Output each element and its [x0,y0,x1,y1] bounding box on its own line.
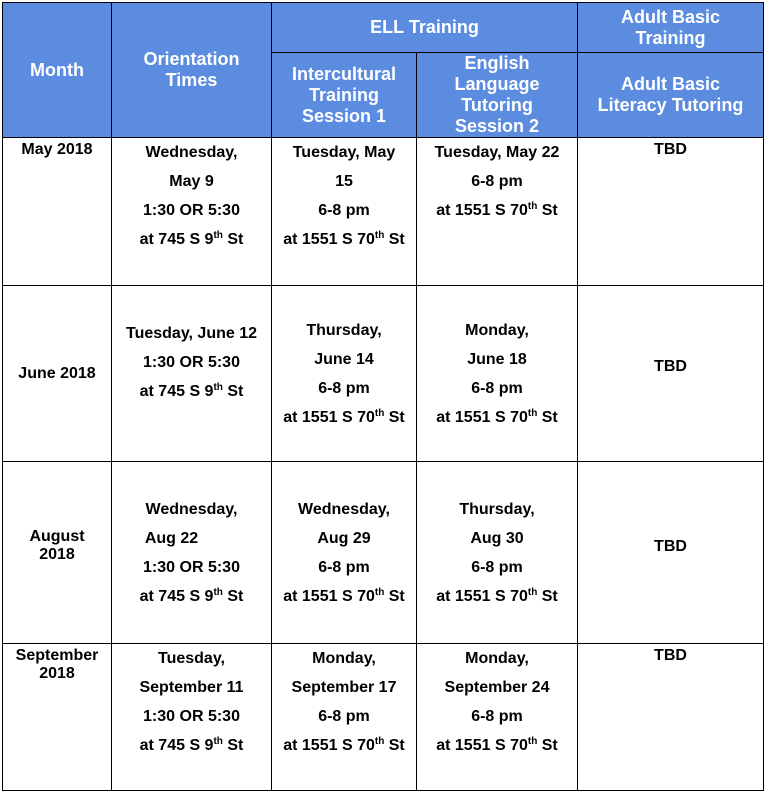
header-month: Month [3,3,112,138]
intercultural-location: at 1551 S 70th St [283,736,405,754]
english-cell [417,286,578,462]
orientation-cell [112,138,272,286]
english-cell [417,462,578,644]
training-schedule-table [2,2,764,791]
intercultural-cell [272,138,417,286]
english-time: 6-8 pm [471,708,523,725]
adult-basic-cell: TBD [578,286,764,462]
intercultural-cell [272,462,417,644]
header-ell-training: ELL Training [272,3,578,53]
intercultural-date: September 17 [291,679,397,696]
english-time: 6-8 pm [471,379,523,397]
english-date: Aug 30 [470,529,524,547]
english-day: Monday, [465,650,529,667]
month-label: September 2018 [15,647,99,682]
header-row-top [3,3,764,53]
table-row-august [3,462,764,644]
orientation-date: May 9 [169,173,214,190]
intercultural-time: 6-8 pm [318,558,370,576]
orientation-cell [112,462,272,644]
english-date: June 18 [467,350,527,368]
intercultural-date: 15 [335,173,353,190]
english-time: 6-8 pm [471,558,523,576]
english-time: 6-8 pm [471,173,523,190]
table-row-may [3,138,764,286]
orientation-day: Wednesday, [145,500,238,518]
orientation-time: 1:30 OR 5:30 [143,558,240,576]
orientation-time: 1:30 OR 5:30 [143,202,240,219]
english-location: at 1551 S 70th St [436,407,558,426]
table-row-september [3,644,764,791]
header-adult-basic-literacy: Adult Basic Literacy Tutoring [578,53,764,138]
orientation-time: 1:30 OR 5:30 [143,708,240,725]
adult-basic-cell: TBD [578,644,764,791]
adult-basic-cell: TBD [578,462,764,644]
orientation-location: at 745 S 9th St [139,586,244,605]
month-cell: May 2018 [3,138,112,286]
orientation-cell [112,644,272,791]
english-day: Thursday, [459,500,535,518]
orientation-day: Wednesday, [145,144,238,161]
english-location: at 1551 S 70th St [436,586,558,605]
intercultural-location: at 1551 S 70th St [283,230,405,248]
intercultural-cell [272,286,417,462]
intercultural-time: 6-8 pm [318,202,370,219]
month-cell [3,462,112,644]
english-location: at 1551 S 70th St [436,736,558,754]
adult-basic-cell: TBD [578,138,764,286]
table-row-june [3,286,764,462]
intercultural-location: at 1551 S 70th St [283,407,405,426]
orientation-date: September 11 [139,679,244,696]
intercultural-day: Monday, [312,650,376,667]
intercultural-time: 6-8 pm [318,379,370,397]
intercultural-day: Tuesday, May [292,144,396,161]
intercultural-day: Wednesday, [298,500,390,518]
intercultural-location: at 1551 S 70th St [283,586,405,605]
orientation-location: at 745 S 9th St [139,230,244,248]
header-orientation-times: Orientation Times [112,3,272,138]
intercultural-date: Aug 29 [317,529,371,547]
orientation-cell [112,286,272,462]
orientation-day: Tuesday, June 12 [125,325,257,342]
english-day: Tuesday, May 22 [434,144,560,161]
english-cell [417,138,578,286]
month-cell: June 2018 [3,286,112,462]
month-label: August 2018 [29,527,85,563]
intercultural-date: June 14 [314,350,374,368]
orientation-location: at 745 S 9th St [139,736,244,754]
header-adult-basic-training: Adult Basic Training [578,3,764,53]
english-day: Monday, [465,321,529,339]
orientation-location: at 745 S 9th St [139,382,244,400]
intercultural-day: Thursday, [306,321,382,339]
intercultural-time: 6-8 pm [318,708,370,725]
orientation-time: 1:30 OR 5:30 [143,354,240,371]
orientation-day: Tuesday, [158,650,225,667]
english-location: at 1551 S 70th St [436,201,558,219]
english-date: September 24 [444,679,550,696]
english-cell [417,644,578,791]
month-cell [3,644,112,791]
intercultural-cell [272,644,417,791]
header-english-tutoring-session: English Language Tutoring Session 2 [417,53,578,138]
header-intercultural-session: Intercultural Training Session 1 [272,53,417,138]
orientation-date: Aug 22 [144,529,199,547]
